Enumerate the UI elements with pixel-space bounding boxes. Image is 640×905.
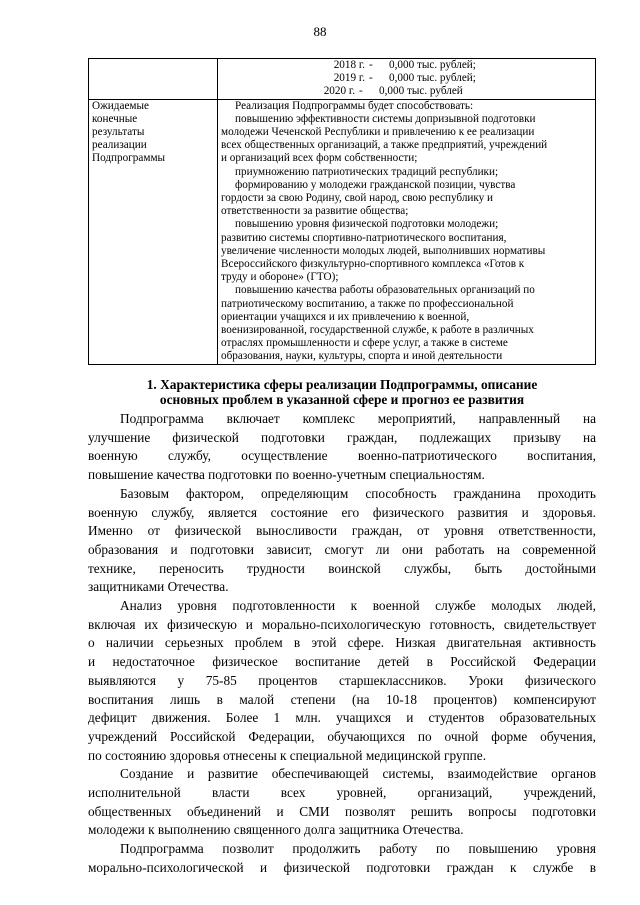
results-row [89, 99, 596, 364]
results-line: формированию у молодежи гражданской позиции, чувства [235, 178, 516, 191]
paragraph [88, 485, 596, 597]
results-line: повышению эффективности системы допризывной подготовки [235, 112, 536, 125]
results-line: ответственности за развитие общества; [221, 205, 409, 218]
results-label-line: Ожидаемые [92, 99, 149, 112]
paragraph-line: Создание и развитие обеспечивающей системы, взаимодействие органов [120, 766, 596, 782]
results-line: всех общественных организаций, а также предприятий, учреждений [221, 139, 548, 152]
results-line: Всероссийского физкультурно-спортивного комплекса «Готов к [221, 258, 525, 271]
funding-year: 2018 г. [333, 59, 365, 71]
paragraph-line: Анализ уровня подготовленности к военной службе молодых людей, [120, 598, 596, 614]
paragraph-line: военную службу, осуществление военно-патриотического воспитания, [88, 448, 596, 464]
paragraph-line: повышение качества подготовки по военно-учетным специальностям. [88, 467, 485, 483]
results-line: ориентации учащихся и их привлечению к военной, [221, 310, 470, 323]
funding-row [89, 59, 596, 100]
results-line: труду и обороне» (ГТО); [221, 271, 339, 284]
funding-amount: 0,000 тыс. рублей [379, 85, 463, 98]
paragraph-line: воспитания лишь в малой степени (на 10-18 процентов) компенсируют [88, 691, 596, 707]
funding-dash: - [369, 59, 373, 71]
paragraph-line: и недостаточное физическое воспитание детей в Российской Федерации [88, 654, 596, 670]
page-number: 88 [313, 24, 327, 39]
results-line: Реализация Подпрограммы будет способствовать: [235, 99, 474, 112]
paragraph-line: Базовым фактором, определяющим способность гражданина проходить [120, 485, 596, 501]
program-passport-table [88, 58, 596, 365]
body-text [88, 410, 596, 878]
results-label-cell [89, 99, 218, 364]
results-line: повышению качества работы образовательных организаций по [235, 284, 535, 297]
paragraph-line: выявляются у 75-85 процентов старшеклассников. Уроки физического [88, 672, 596, 688]
paragraph-line: Подпрограмма включает комплекс мероприятий, направленный на [120, 411, 596, 426]
paragraph-line: морально-психологической и физической подготовки граждан к службе в [88, 859, 596, 875]
results-label-line: Подпрограммы [92, 152, 166, 165]
paragraph-line: общественных объединений и СМИ позволят решить вопросы подготовки [88, 803, 596, 819]
funding-year: 2020 г. [323, 85, 355, 98]
paragraph-line: Именно от физической выносливости граждан, от уровня ответственности, [88, 523, 596, 539]
paragraph-line: о наличии серьезных проблем в этой сфере. Низкая двигательная активность [88, 635, 596, 651]
results-label-line: конечные [92, 112, 138, 125]
funding-label-cell [89, 59, 218, 100]
paragraph-line: включая их физическую и морально-психологическую готовность, свидетельствует [88, 616, 596, 632]
paragraph-line: военную службу, является состояние его физического развития и здоровья. [88, 504, 596, 520]
results-line: отраслях промышленности и сфере услуг, а также в системе [221, 337, 508, 350]
funding-amount: 0,000 тыс. рублей; [389, 59, 476, 71]
results-line: гордости за свою Родину, свой народ, свою республику и [221, 192, 494, 205]
results-line: приумножению патриотических традиций республики; [235, 165, 499, 178]
paragraph-line: учреждений Российской Федерации, обучающихся по очной форме обучения, [88, 728, 596, 744]
paragraph-line: Подпрограмма позволит продолжить работу по повышению уровня [120, 841, 596, 857]
paragraph-line: по состоянию здоровья отнесены к специальной медицинской группе. [88, 747, 487, 763]
results-label-line: реализации [92, 139, 147, 152]
funding-dash: - [359, 85, 363, 98]
paragraph-line: образования и подготовки зависит, смогут ли они работать на современной [88, 541, 596, 557]
paragraph-line: технике, переносить трудности воинской службы, быть достойными [88, 560, 596, 576]
paragraph [88, 597, 596, 765]
results-text-cell [218, 99, 596, 364]
paragraph [88, 410, 596, 485]
paragraph [88, 765, 596, 840]
results-line: и организаций всех форм собственности; [221, 152, 418, 165]
paragraph-line: молодежи к выполнению священного долга защитника Отечества. [88, 822, 464, 838]
results-line: увеличение численности молодых людей, выполнивших нормативы [221, 244, 546, 257]
funding-values-cell [218, 59, 596, 100]
paragraph-line: защитниками Отечества. [88, 579, 229, 595]
results-line: военизированной, государственной службе, к работе в различных [221, 324, 534, 337]
results-line: развитию системы спортивно-патриотического воспитания, [221, 231, 507, 244]
funding-year-row [221, 59, 592, 72]
funding-year: 2019 г. [333, 72, 365, 85]
funding-dash: - [369, 72, 373, 85]
results-line: образования, науки, культуры, спорта и иной деятельности [221, 350, 503, 363]
results-line: патриотическому воспитанию, а также по профессиональной [221, 297, 514, 310]
section-title-line: 1. Характеристика сферы реализации Подпрограммы, описание [146, 377, 538, 392]
section-title [88, 377, 596, 407]
results-line: молодежи Чеченской Республики и привлечению к ее реализации [221, 126, 535, 139]
paragraph-line: исполнительной власти всех уровней, организаций, учреждений, [88, 785, 596, 801]
paragraph-line: дефицит движения. Более 1 млн. учащихся и студентов образовательных [88, 710, 596, 726]
funding-amount: 0,000 тыс. рублей; [389, 72, 476, 85]
funding-year-row [221, 85, 592, 98]
funding-year-row [221, 72, 592, 85]
section-title-line: основных проблем в указанной сфере и прогноз ее развития [159, 392, 525, 407]
paragraph-line: улучшение физической подготовки граждан, подлежащих призыву на [88, 429, 596, 445]
results-label-line: результаты [92, 126, 145, 139]
results-line: повышению уровня физической подготовки молодежи; [235, 218, 499, 231]
paragraph [88, 840, 596, 877]
